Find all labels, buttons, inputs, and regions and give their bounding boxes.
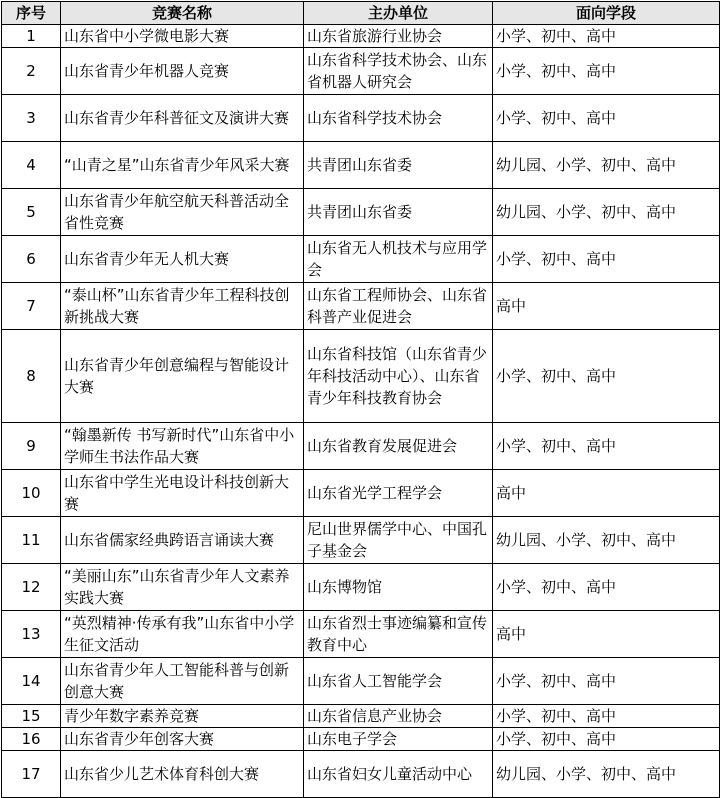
school-level: 小学、初中、高中 — [493, 728, 720, 751]
competition-table — [1, 1, 720, 798]
organizer: 尼山世界儒学中心、中国孔子基金会 — [304, 517, 493, 564]
table-row — [2, 728, 720, 751]
row-number: 16 — [2, 728, 61, 751]
table-row — [2, 423, 720, 470]
row-number: 14 — [2, 658, 61, 705]
organizer: 山东博物馆 — [304, 564, 493, 611]
competition-name: 山东省青少年无人机大赛 — [61, 236, 304, 283]
table-row — [2, 658, 720, 705]
table-row — [2, 330, 720, 423]
competition-name: “山青之星”山东省青少年风采大赛 — [61, 142, 304, 189]
organizer: 山东省烈士事迹编纂和宣传教育中心 — [304, 611, 493, 658]
table-row — [2, 283, 720, 330]
table-row — [2, 705, 720, 728]
school-level: 小学、初中、高中 — [493, 564, 720, 611]
table-row — [2, 470, 720, 517]
organizer: 山东省人工智能学会 — [304, 658, 493, 705]
row-number: 4 — [2, 142, 61, 189]
competition-name: “英烈精神·传承有我”山东省中小学生征文活动 — [61, 611, 304, 658]
organizer: 山东省工程师协会、山东省科普产业促进会 — [304, 283, 493, 330]
school-level: 高中 — [493, 283, 720, 330]
row-number: 10 — [2, 470, 61, 517]
row-number: 3 — [2, 95, 61, 142]
table-row — [2, 48, 720, 95]
organizer: 山东电子学会 — [304, 728, 493, 751]
organizer: 山东省无人机技术与应用学会 — [304, 236, 493, 283]
table-row — [2, 564, 720, 611]
header-number: 序号 — [2, 2, 61, 25]
organizer: 共青团山东省委 — [304, 189, 493, 236]
school-level: 小学、初中、高中 — [493, 236, 720, 283]
organizer: 山东省科学技术协会 — [304, 95, 493, 142]
table-row — [2, 95, 720, 142]
competition-name: “泰山杯”山东省青少年工程科技创新挑战大赛 — [61, 283, 304, 330]
table-row — [2, 25, 720, 48]
competition-name: “翰墨新传 书写新时代”山东省中小学师生书法作品大赛 — [61, 423, 304, 470]
header-row — [2, 2, 720, 25]
organizer: 山东省信息产业协会 — [304, 705, 493, 728]
table-row — [2, 611, 720, 658]
organizer: 山东省科技馆（山东省青少年科技活动中心）、山东省青少年科技教育协会 — [304, 330, 493, 423]
row-number: 13 — [2, 611, 61, 658]
school-level: 幼儿园、小学、初中、高中 — [493, 517, 720, 564]
school-level: 小学、初中、高中 — [493, 330, 720, 423]
table-row — [2, 751, 720, 798]
table-row — [2, 142, 720, 189]
competition-name: 山东省儒家经典跨语言诵读大赛 — [61, 517, 304, 564]
table-row — [2, 189, 720, 236]
table-row — [2, 517, 720, 564]
row-number: 1 — [2, 25, 61, 48]
row-number: 6 — [2, 236, 61, 283]
row-number: 2 — [2, 48, 61, 95]
organizer: 山东省旅游行业协会 — [304, 25, 493, 48]
school-level: 小学、初中、高中 — [493, 658, 720, 705]
school-level: 高中 — [493, 611, 720, 658]
header-organizer: 主办单位 — [304, 2, 493, 25]
row-number: 5 — [2, 189, 61, 236]
row-number: 17 — [2, 751, 61, 798]
row-number: 7 — [2, 283, 61, 330]
row-number: 9 — [2, 423, 61, 470]
competition-name: “美丽山东”山东省青少年人文素养实践大赛 — [61, 564, 304, 611]
competition-name: 山东省中小学微电影大赛 — [61, 25, 304, 48]
organizer: 山东省妇女儿童活动中心 — [304, 751, 493, 798]
competition-name: 山东省青少年创客大赛 — [61, 728, 304, 751]
school-level: 高中 — [493, 470, 720, 517]
competition-name: 山东省青少年机器人竞赛 — [61, 48, 304, 95]
school-level: 小学、初中、高中 — [493, 25, 720, 48]
competition-name: 山东省青少年人工智能科普与创新创意大赛 — [61, 658, 304, 705]
organizer: 共青团山东省委 — [304, 142, 493, 189]
school-level: 小学、初中、高中 — [493, 705, 720, 728]
school-level: 幼儿园、小学、初中、高中 — [493, 189, 720, 236]
school-level: 小学、初中、高中 — [493, 423, 720, 470]
row-number: 11 — [2, 517, 61, 564]
competition-name: 山东省少儿艺术体育科创大赛 — [61, 751, 304, 798]
row-number: 8 — [2, 330, 61, 423]
school-level: 幼儿园、小学、初中、高中 — [493, 142, 720, 189]
school-level: 小学、初中、高中 — [493, 95, 720, 142]
table-row — [2, 236, 720, 283]
competition-name: 山东省青少年航空航天科普活动全省性竞赛 — [61, 189, 304, 236]
competition-name: 山东省青少年创意编程与智能设计大赛 — [61, 330, 304, 423]
header-competition-name: 竞赛名称 — [61, 2, 304, 25]
organizer: 山东省科学技术协会、山东省机器人研究会 — [304, 48, 493, 95]
row-number: 15 — [2, 705, 61, 728]
header-school-level: 面向学段 — [493, 2, 720, 25]
competition-name: 山东省青少年科普征文及演讲大赛 — [61, 95, 304, 142]
organizer: 山东省光学工程学会 — [304, 470, 493, 517]
school-level: 小学、初中、高中 — [493, 48, 720, 95]
competition-name: 山东省中学生光电设计科技创新大赛 — [61, 470, 304, 517]
school-level: 幼儿园、小学、初中、高中 — [493, 751, 720, 798]
organizer: 山东省教育发展促进会 — [304, 423, 493, 470]
competition-name: 青少年数字素养竞赛 — [61, 705, 304, 728]
row-number: 12 — [2, 564, 61, 611]
